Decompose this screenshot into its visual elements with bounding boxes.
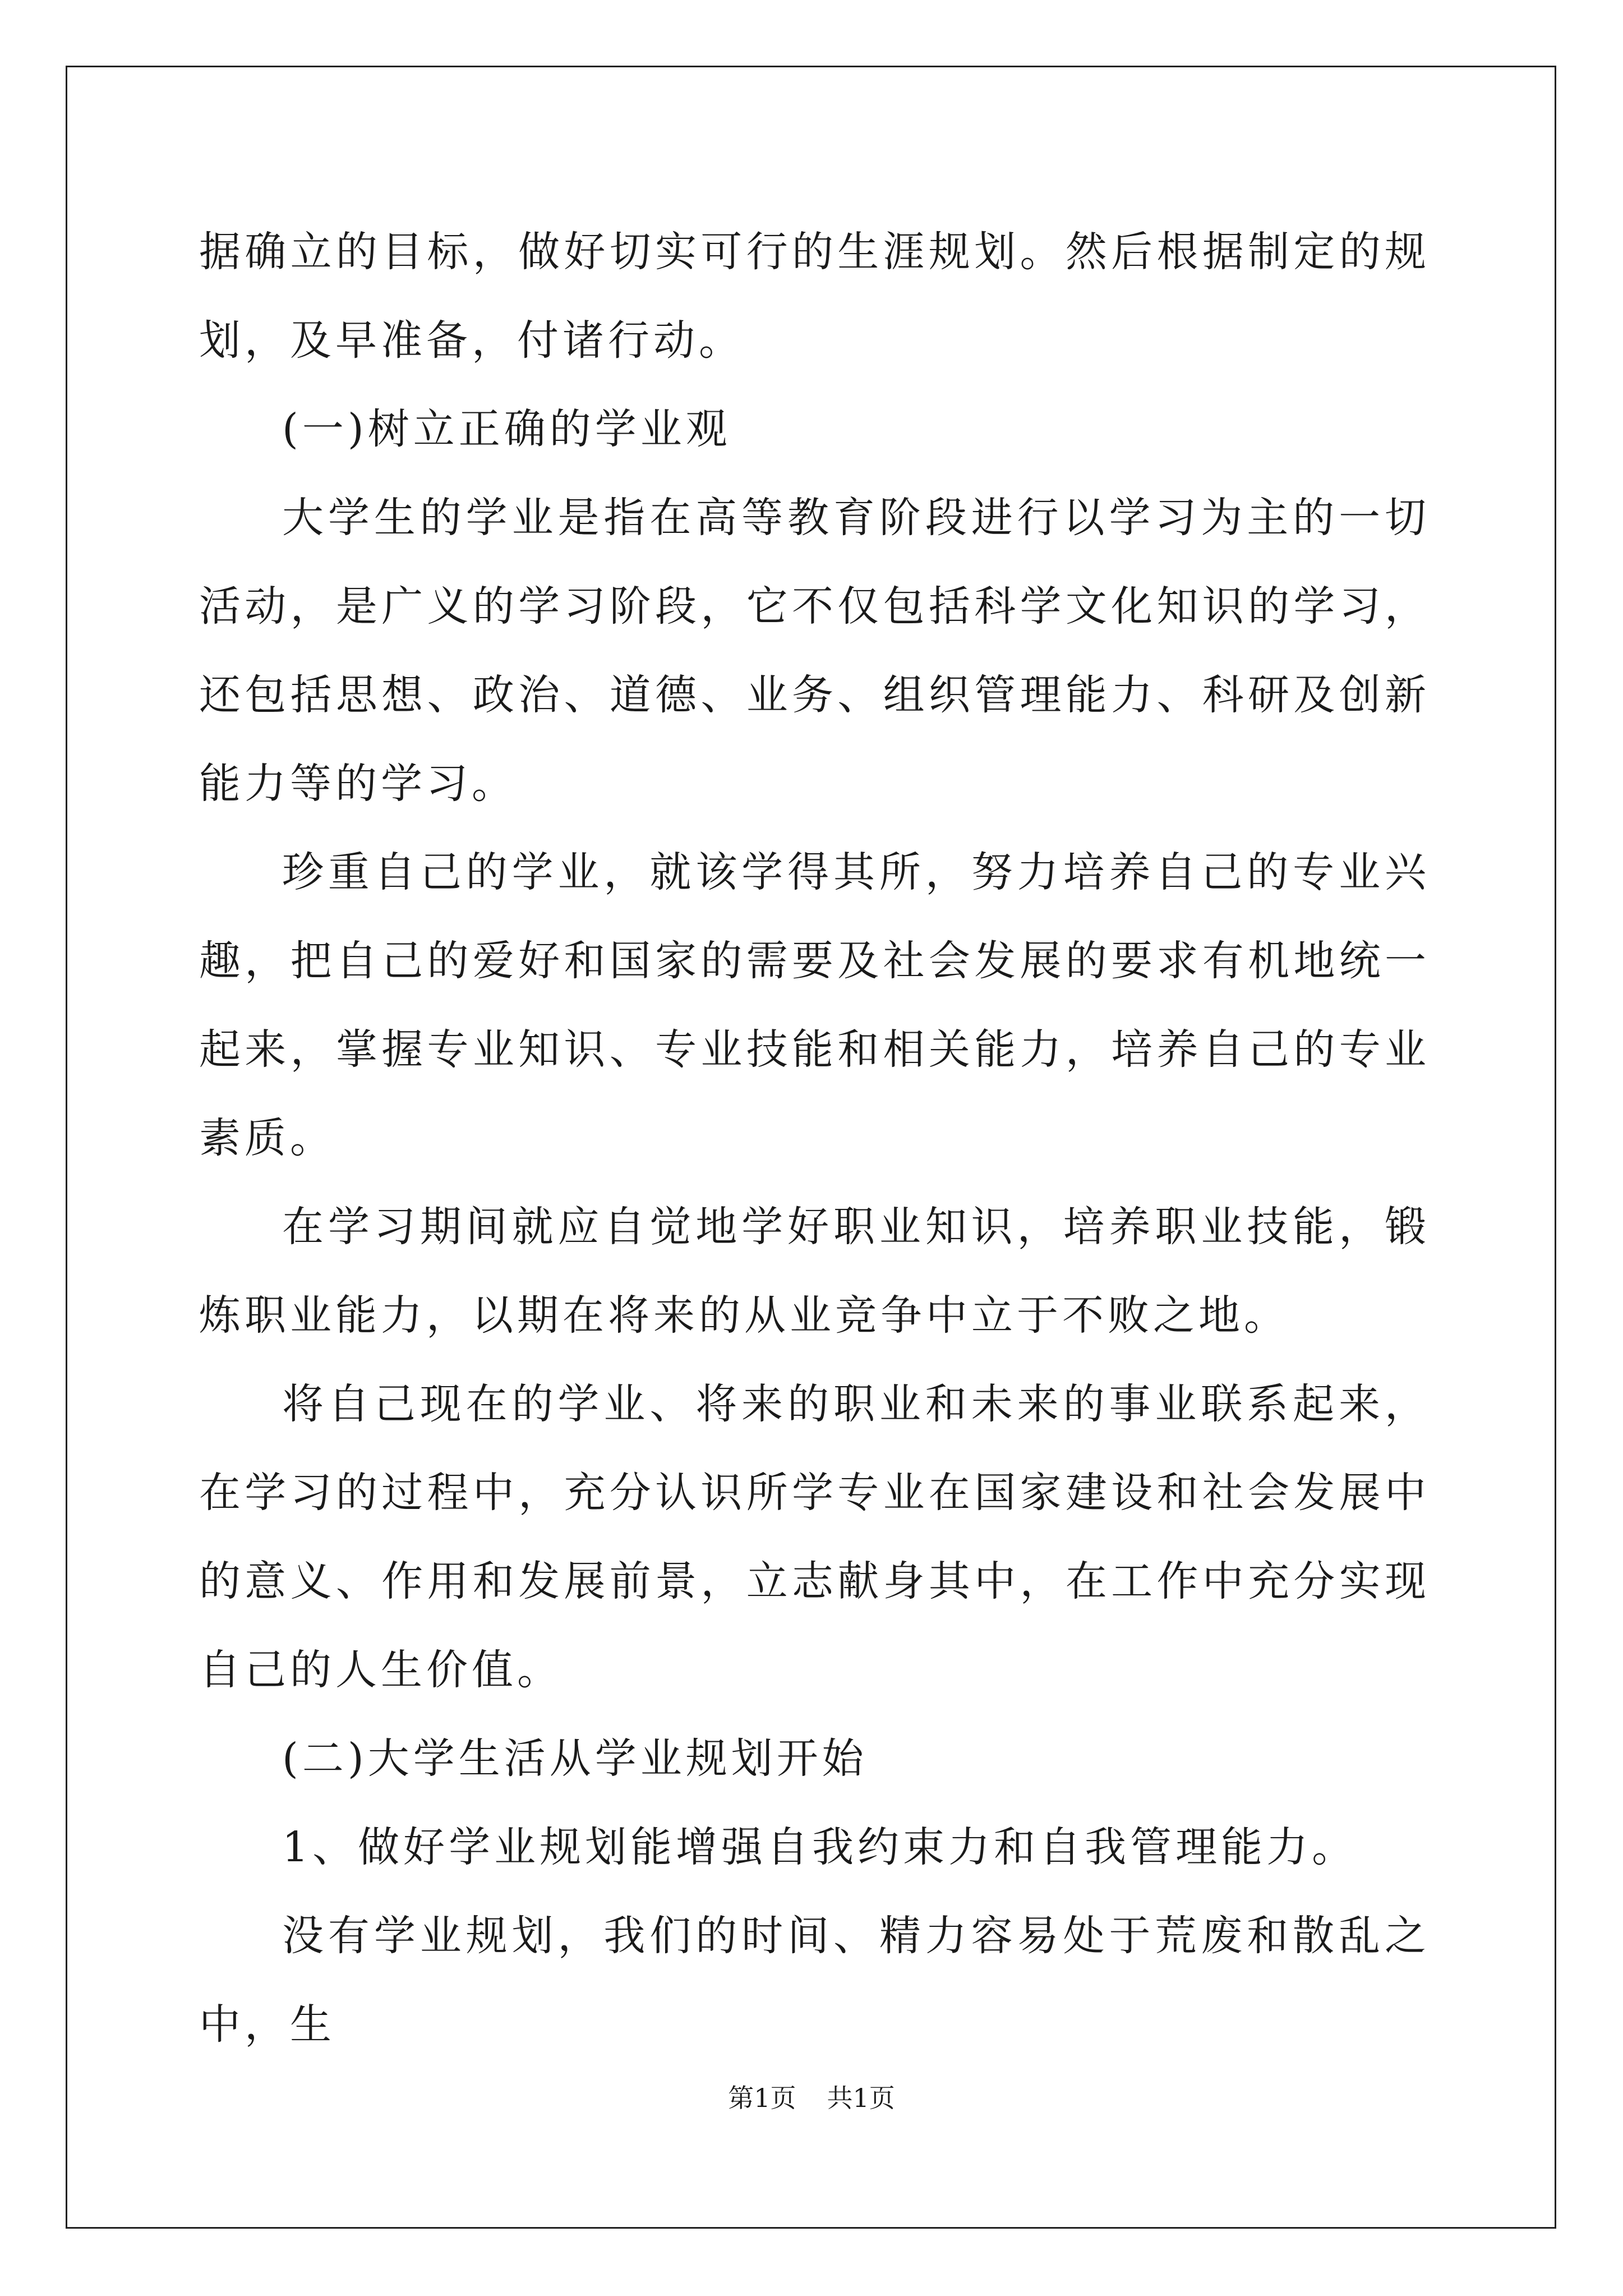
section-heading-2: (二)大学生活从学业规划开始 xyxy=(282,1734,868,1783)
paragraph-3: 珍重自己的学业，就该学得其所，努力培养自己的专业兴趣，把自己的爱好和国家的需要及社会发展的要求有机地统一起来，掌握专业知识、专业技能和相关能力，培养自己的专业素质。 xyxy=(199,848,1430,1162)
page-footer xyxy=(0,2081,1623,2115)
document-body xyxy=(199,208,1430,2069)
section-heading-1: (一)树立正确的学业观 xyxy=(282,405,731,453)
paragraph-1: 据确立的目标，做好切实可行的生涯规划。然后根据制定的规划，及早准备，付诸行动。 xyxy=(199,228,1430,365)
paragraph-2: 大学生的学业是指在高等教育阶段进行以学习为主的一切活动，是广义的学习阶段，它不仅包括科学文化知识的学习，还包括思想、政治、道德、业务、组织管理能力、科研及创新能力等的学习。 xyxy=(199,494,1430,808)
list-item-1: 1、做好学业规划能增强自我约束力和自我管理能力。 xyxy=(282,1823,1358,1871)
paragraph-6: 没有学业规划，我们的时间、精力容易处于荒废和散乱之中，生 xyxy=(199,1912,1430,2049)
page-total: 共1页 xyxy=(827,2083,895,2113)
paragraph-5: 将自己现在的学业、将来的职业和未来的事业联系起来，在学习的过程中，充分认识所学专业在国家建设和社会发展中的意义、作用和发展前景，立志献身其中，在工作中充分实现自己的人生价值。 xyxy=(199,1380,1430,1694)
page-number: 第1页 xyxy=(728,2083,796,2113)
paragraph-4: 在学习期间就应自觉地学好职业知识，培养职业技能，锻炼职业能力，以期在将来的从业竞争中立于不败之地。 xyxy=(199,1203,1430,1340)
